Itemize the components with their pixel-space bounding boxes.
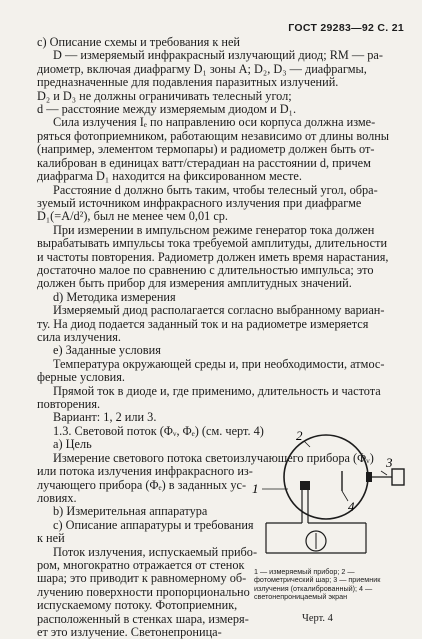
text-line: предназначенные для подавления паразитных излучений. — [37, 75, 339, 90]
text-line: 1.3. Световой поток (Φᵥ, Φₑ) (см. черт. 4) — [53, 423, 264, 438]
text-line: ферные условия. — [37, 370, 125, 385]
figure-caption: 1 — измеряемый прибор; 2 — фотометрический шар; 3 — приемник излучения (откалиброванный); 4 — светонепроницаемый экран — [254, 567, 381, 601]
text-line: должен быть прибор для измерения амплитудных значений. — [37, 276, 352, 291]
text-line: ту. На диод подается заданный ток и на радиометре измеряется — [37, 316, 369, 331]
text-line: сила излучения. — [37, 330, 121, 344]
figure-label-2: 2 — [296, 428, 303, 443]
text-line: диометр, включая диафрагму D₁ зоны A; D₂, D₃ — диафрагмы, — [37, 61, 367, 76]
figure-label-1: 1 — [252, 481, 259, 496]
text-line: лучению поверхности пропорционально — [37, 584, 250, 599]
text-line: ряться фотоприемником, работающим независимо от длины волны — [37, 128, 390, 143]
text-line: D — измеряемый инфракрасный излучающий диод; RM — ра- — [53, 48, 383, 63]
text-line: зуемый источником инфракрасного излучения при диафрагме — [37, 195, 362, 210]
leader-line-3 — [381, 471, 387, 475]
text-line: ром, многократно отражается от стенок — [37, 557, 245, 572]
text-line: с) Описание аппаратуры и требования — [53, 517, 254, 532]
text-line: шара; это приводит к равномерному об- — [37, 571, 247, 586]
text-line: D₂ и D₃ не должны ограничивать телесный угол; — [37, 88, 292, 103]
detector-port — [366, 472, 372, 482]
text-line: достаточно малое по сравнению с длительностью импульса; это — [37, 262, 374, 277]
text-line: калиброван в единицах ватт/стерадиан на расстоянии d, причем — [37, 155, 371, 170]
text-line: Прямой ток в диоде и, где применимо, длительность и частота — [53, 383, 381, 398]
text-line: или потока излучения инфракрасного из- — [37, 464, 253, 479]
text-line: вырабатывать импульсы тока требуемой амплитуды, длительности — [37, 236, 388, 251]
text-line: D₁(=A/d²), был не менее чем 0,01 ср. — [37, 209, 228, 224]
figure-label-3: 3 — [386, 455, 393, 470]
text-line: и частоты повторения. Радиометр должен иметь время нарастания, — [37, 249, 389, 264]
text-line: d) Методика измерения — [53, 289, 176, 304]
text-line: ловиях. — [37, 490, 77, 505]
leader-line-2 — [304, 441, 310, 447]
figure-label-4: 4 — [348, 499, 355, 514]
text-line: Измерение светового потока светоизлучающего прибора (Φᵥ) — [53, 450, 374, 465]
text-line: е) Заданные условия — [53, 343, 161, 358]
text-line: лучающего прибора (Φₑ) в заданных ус- — [37, 477, 247, 492]
device-under-test — [300, 481, 310, 490]
radiation-receiver — [392, 469, 404, 485]
page-header: ГОСТ 29283—92 С. 21 — [288, 22, 404, 34]
text-line: Сила излучения Iₑ по направлению оси корпуса должна изме- — [53, 115, 376, 130]
text-line: b) Измерительная аппаратура — [53, 504, 208, 519]
text-line: с) Описание схемы и требования к ней — [37, 35, 240, 49]
text-line: Поток излучения, испускаемый прибо- — [53, 544, 258, 559]
text-line: Температура окружающей среды и, при необходимости, атмос- — [53, 356, 385, 371]
text-line: Вариант: 1, 2 или 3. — [53, 410, 157, 425]
text-line: диафрагма D₁ находится на фиксированном месте. — [37, 169, 302, 184]
figure-title: Черт. 4 — [302, 613, 333, 624]
text-line: При измерении в импульсном режиме генератор тока должен — [53, 222, 375, 237]
text-line: ет это излучение. Светонепроница- — [37, 625, 222, 639]
text-line: (например, элементом термопары) и радиометр должен быть от- — [37, 142, 375, 157]
photometric-sphere — [284, 435, 368, 519]
text-line: испускаемому потоку. Фотоприемник, — [37, 598, 238, 613]
text-line: к ней — [37, 531, 65, 546]
text-line: d — расстояние между измеряемым диодом и D₁. — [37, 102, 297, 117]
text-line: расположенный в стенках шара, измеря- — [37, 611, 249, 626]
text-line: а) Цель — [53, 437, 92, 452]
text-line: Расстояние d должно быть таким, чтобы телесный угол, обра- — [53, 182, 378, 197]
text-line: повторения. — [37, 397, 101, 412]
figure-4-diagram — [246, 425, 411, 575]
text-line: Измеряемый диод располагается согласно выбранному вариан- — [53, 303, 385, 318]
